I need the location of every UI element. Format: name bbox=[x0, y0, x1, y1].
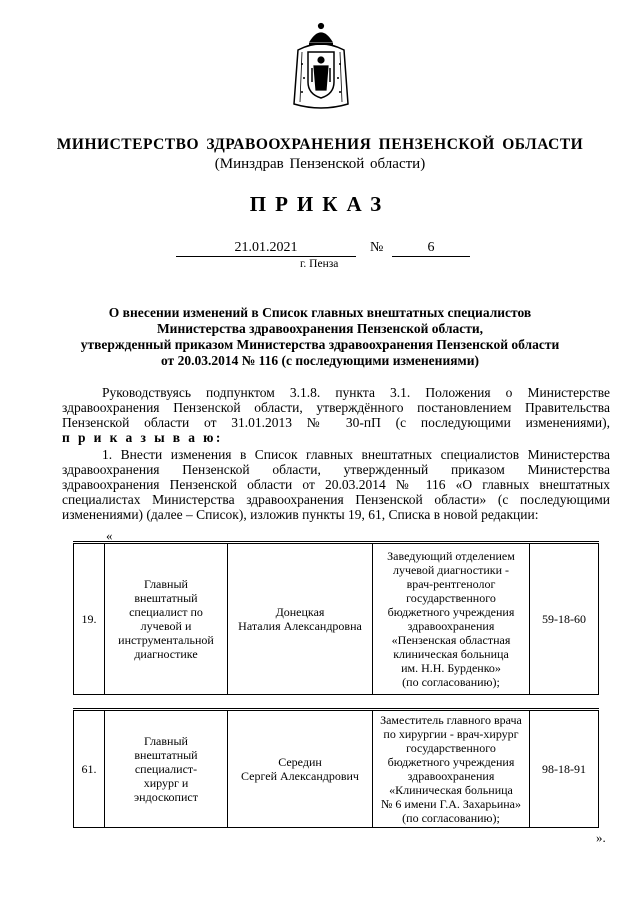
specialty-cell bbox=[105, 543, 228, 695]
specialist-table-row-61 bbox=[73, 708, 599, 828]
cell-line: эндоскопист bbox=[134, 790, 198, 804]
paragraph-line: Пензенской области от 31.01.2013 № 30-пП (с последующими изменениями), bbox=[62, 415, 610, 430]
cell-line: Середин bbox=[278, 755, 322, 769]
cell-line: (по согласованию); bbox=[402, 811, 500, 825]
paragraph-line: здравоохранения Пензенской области от 20.03.2014 № 116 «О главных внештатных bbox=[62, 477, 610, 492]
cell-line: (по согласованию); bbox=[402, 675, 500, 689]
coat-of-arms-emblem bbox=[292, 20, 350, 110]
order-city: г. Пенза bbox=[300, 258, 339, 270]
cell-line: лучевой и bbox=[140, 619, 192, 633]
cell-line: Заведующий отделением bbox=[387, 549, 515, 563]
row-number: 61. bbox=[74, 710, 105, 828]
cell-line: № 6 имени Г.А. Захарьина» bbox=[380, 797, 522, 811]
cell-line: по хирургии - врач-хирург bbox=[383, 727, 519, 741]
specialist-table-row-19 bbox=[73, 541, 599, 695]
cell-line: внештатный bbox=[134, 748, 198, 762]
order-command: п р и к а з ы в а ю: bbox=[62, 430, 223, 445]
cell-line: Главный bbox=[144, 734, 188, 748]
row-number: 19. bbox=[74, 543, 105, 695]
paragraph-line: здравоохранения Пензенской области, утвержденный приказом Министерства bbox=[62, 462, 610, 477]
paragraph-line: Руководствуясь подпунктом 3.1.8. пункта 3.1. Положения о Министерстве bbox=[102, 385, 610, 400]
cell-line: лучевой диагностики - bbox=[392, 563, 510, 577]
order-number: 6 bbox=[392, 240, 470, 257]
person-cell bbox=[228, 710, 373, 828]
cell-line: государственного bbox=[406, 591, 496, 605]
heading-line: от 20.03.2014 № 116 (с последующими изменениями) bbox=[160, 353, 479, 368]
cell-line: бюджетного учреждения bbox=[387, 605, 515, 619]
paragraph-line: здравоохранения Пензенской области, утверждённого постановлением Правительства bbox=[62, 400, 610, 415]
heading-line: О внесении изменений в Список главных внештатных специалистов bbox=[108, 305, 532, 320]
person-cell bbox=[228, 543, 373, 695]
cell-line: бюджетного учреждения bbox=[387, 755, 515, 769]
cell-line: здравоохранения bbox=[407, 619, 495, 633]
phone-cell: 59-18-60 bbox=[530, 543, 599, 695]
cell-line: специалист- bbox=[134, 762, 198, 776]
cell-line: Донецкая bbox=[275, 605, 325, 619]
position-cell bbox=[373, 710, 530, 828]
order-date: 21.01.2021 bbox=[176, 240, 356, 257]
paragraph-basis bbox=[62, 385, 610, 445]
cell-line: «Пензенская областная bbox=[391, 633, 511, 647]
cell-line: клиническая больница bbox=[393, 647, 509, 661]
table-row bbox=[74, 543, 599, 695]
quote-close: ». bbox=[596, 830, 606, 845]
cell-line: им. Н.Н. Бурденко» bbox=[401, 661, 501, 675]
cell-line: «Клиническая больница bbox=[389, 783, 513, 797]
paragraph-line: специалистах Министерства здравоохранения Пензенской области» (с последующими bbox=[62, 492, 610, 507]
position-cell bbox=[373, 543, 530, 695]
paragraph-line: изменениями) (далее – Список), изложив пункты 19, 61, Списка в новой редакции: bbox=[62, 507, 539, 522]
paragraph-changes bbox=[62, 447, 610, 522]
cell-line: диагностике bbox=[134, 647, 198, 661]
table-row bbox=[74, 710, 599, 828]
cell-line: инструментальной bbox=[118, 633, 214, 647]
paragraph-line: 1. Внести изменения в Список главных внештатных специалистов Министерства bbox=[102, 447, 610, 462]
cell-line: внештатный bbox=[134, 591, 198, 605]
cell-line: государственного bbox=[406, 741, 496, 755]
cell-line: Заместитель главного врача bbox=[380, 713, 522, 727]
number-sign: № bbox=[370, 240, 384, 255]
cell-line: Сергей Александрович bbox=[241, 769, 359, 783]
heading-line: Министерства здравоохранения Пензенской области, bbox=[156, 321, 484, 336]
phone-cell: 98-18-91 bbox=[530, 710, 599, 828]
order-title: ПРИКАЗ bbox=[249, 192, 391, 216]
quote-open: « bbox=[106, 528, 113, 543]
ministry-name: МИНИСТЕРСТВО ЗДРАВООХРАНЕНИЯ ПЕНЗЕНСКОЙ ОБЛАСТИ bbox=[56, 136, 584, 153]
order-heading bbox=[60, 305, 580, 369]
cell-line: врач-рентгенолог bbox=[406, 577, 496, 591]
heading-line: утвержденный приказом Министерства здравоохранения Пензенской области bbox=[80, 337, 560, 352]
specialty-cell bbox=[105, 710, 228, 828]
cell-line: Главный bbox=[144, 577, 188, 591]
cell-line: специалист по bbox=[129, 605, 203, 619]
cell-line: Наталия Александровна bbox=[238, 619, 362, 633]
ministry-short-name: (Минздрав Пензенской области) bbox=[214, 156, 426, 172]
cell-line: здравоохранения bbox=[407, 769, 495, 783]
cell-line: хирург и bbox=[143, 776, 189, 790]
